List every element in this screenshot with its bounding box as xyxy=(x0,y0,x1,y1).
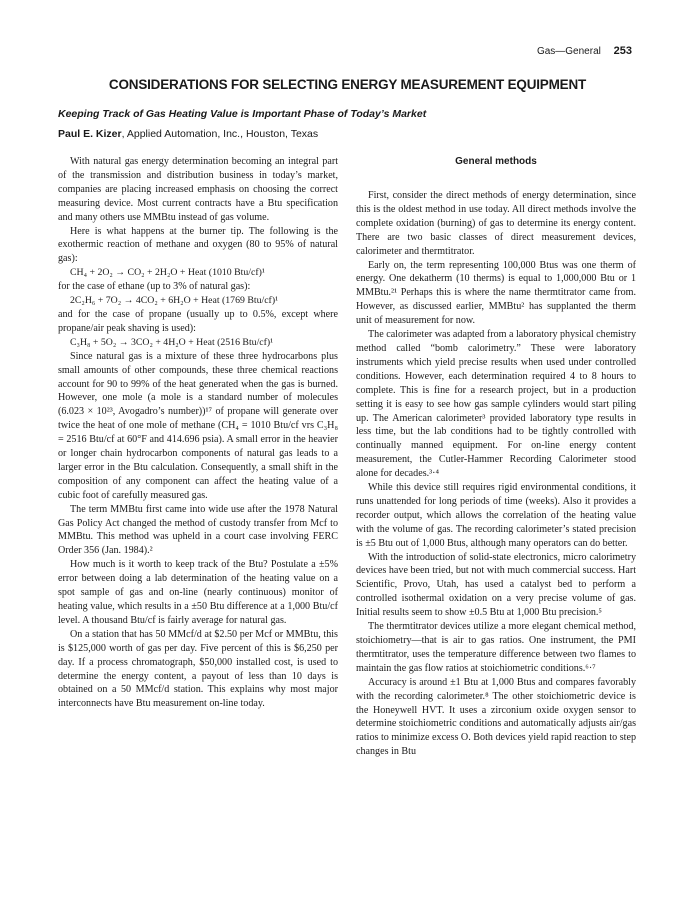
paragraph: The calorimeter was adapted from a laboratory physical chemistry method called “bomb calorimetry.” These were laboratory instruments which yield precise results when used under controlled conditions. However, each determination required 4 to 8 hours to complete. This is fine for a research project, but in a production setting it is easy to see how gas sample cylinders would start piling up. The American calorimeter³ provided laboratory type results in less time, but the lab conditions had to be tightly controlled with continually manned equipment. For on-line energy content measurement, the Cutler-Hammer Recording Calorimeter stood alone for decades.³·⁴ xyxy=(356,329,636,480)
article-title: CONSIDERATIONS FOR SELECTING ENERGY MEASUREMENT EQUIPMENT xyxy=(108,77,587,92)
article-subtitle: Keeping Track of Gas Heating Value is Important Phase of Today’s Market xyxy=(58,108,427,120)
paragraph: While this device still requires rigid environmental conditions, it runs unattended for long periods of time (weeks). Also it provides a recorder output, which allows the correlation of the heating value with the volume of gas. The recording calorimeter’s stated precision is ±5 Btu out of 1,000 Btus, although many operators can do better. xyxy=(356,482,636,549)
paragraph: How much is it worth to keep track of the Btu? Postulate a ±5% error between doing a lab determination of the heating value on a spot sample of gas and on-line (nearly continuous) monitor of heating value, which results in a ±50 Btu difference at a 1,000 Btu/cf level. A thousand Btu/cf is fairly average for natural gas. xyxy=(58,559,338,626)
header-section-label: Gas—General xyxy=(536,46,601,57)
right-column xyxy=(356,155,636,759)
paragraph: Accuracy is around ±1 Btu at 1,000 Btus and compares favorably with the recording calorimeter.⁸ The other stoichiometric device is the Honeywell HVT. It uses a zirconium oxide oxygen sensor to determine stoichiometric conditions and automatically adjusts air/gas ratios to minimize excess O. Both devices yield rapid reaction to step changes in Btu xyxy=(356,676,636,758)
paragraph: and for the case of propane (usually up to 0.5%, except where propane/air peak shaving is used): xyxy=(58,308,338,334)
paragraph: for the case of ethane (up to 3% of natural gas): xyxy=(58,281,251,293)
paragraph: Here is what happens at the burner tip. The following is the exothermic reaction of methane and oxygen (80 to 95% of natural gas): xyxy=(58,225,338,265)
left-column xyxy=(58,155,338,711)
paragraph: With natural gas energy determination becoming an integral part of the transmission and distribution business in today’s market, companies are placing increased emphasis on choosing the correct measuring device. Most current contracts have a Btu specification and many others use MMBtu instead of gas volume. xyxy=(58,156,338,223)
paragraph: On a station that has 50 MMcf/d at $2.50 per Mcf or MMBtu, this is $125,000 worth of gas per day. Five percent of this is $6,250 per day. If a process chromatograph, $50,000 installed cost, is used to determine the energy content, a payout of less than 10 days is obtained on a 50 MMcf/d station. This explains why most major interconnects have Btu measurement on-line today. xyxy=(58,628,338,710)
paragraph: First, consider the direct methods of energy determination, since this is the oldest method in use today. All direct methods involve the complete oxidation (burning) of gas to determine its energy content. There are two basic classes of direct measurement devices, calorimeter and thermtitrator. xyxy=(356,190,636,257)
author-line xyxy=(58,128,318,140)
paragraph: The term MMBtu first came into wide use after the 1978 Natural Gas Policy Act changed the method of custody transfer from Mcf to MMBtu. This method was upheld in a court case involving FERC Order 356 (Jan. 1984).² xyxy=(58,503,338,557)
paragraph: The thermtitrator devices utilize a more elegant chemical method, stoichiometry—that is air to gas ratios. One instrument, the PMI thermtitrator, uses the temperature difference between two flames to maintain the gas flow ratios at stoichiometric conditions.⁶·⁷ xyxy=(356,621,636,674)
section-heading: General methods xyxy=(455,156,537,167)
equation-propane: C₃H₈ + 5O₂ → 3CO₂ + 4H₂O + Heat (2516 Btu/cf)¹ xyxy=(70,336,274,348)
paragraph: Early on, the term representing 100,000 Btus was one therm of energy. One dekatherm (10 therms) is equal to 1,000,000 Btu or 1 MMBtu.²¹ Perhaps this is where the name thermtitrator came from. However, as discussed earlier, MMBtu² has supplanted the therm unit of measurement for now. xyxy=(356,259,636,327)
page-number: 253 xyxy=(613,45,632,57)
paragraph: Since natural gas is a mixture of these three hydrocarbons plus small amounts of other compounds, these three chemical reactions account for 90 to 99% of the heat generated when the gas is burned. However, one mole (a mole is a standard number of molecules (6.023 × 10²³, Avogadro’s number))¹⁷ of propane will generate over twice the heat of one mole of methane (CH₄ = 1010 Btu/cf vrs C₃H₈ = 2516 Btu/cf at 60°F and 414.696 psia). A small error in the heavier or longer chain hydrocarbon components of natural gas leads to a larger error in the Btu calculation. Consequently, a small shift in the composition of any component can affect the heating value of a cubic foot of carefully measured gas. xyxy=(58,350,338,501)
equation-methane: CH₄ + 2O₂ → CO₂ + 2H₂O + Heat (1010 Btu/cf)¹ xyxy=(70,267,265,279)
author-affiliation: , Applied Automation, Inc., Houston, Texas xyxy=(121,128,319,140)
equation-ethane: 2C₂H₆ + 7O₂ → 4CO₂ + 6H₂O + Heat (1769 Btu/cf)¹ xyxy=(70,295,279,307)
running-header xyxy=(537,45,632,57)
author-name: Paul E. Kizer xyxy=(58,128,122,140)
paragraph: With the introduction of solid-state electronics, micro calorimetry devices have been tried, but not with much commercial success. Hart Scientific, Provo, Utah, has used a catalyst bed to perform a controlled isothermal oxidation on a very precise volume of gas. Initial results seem to show ±0.5 Btu at 1,000 Btu precision.⁵ xyxy=(356,551,636,619)
